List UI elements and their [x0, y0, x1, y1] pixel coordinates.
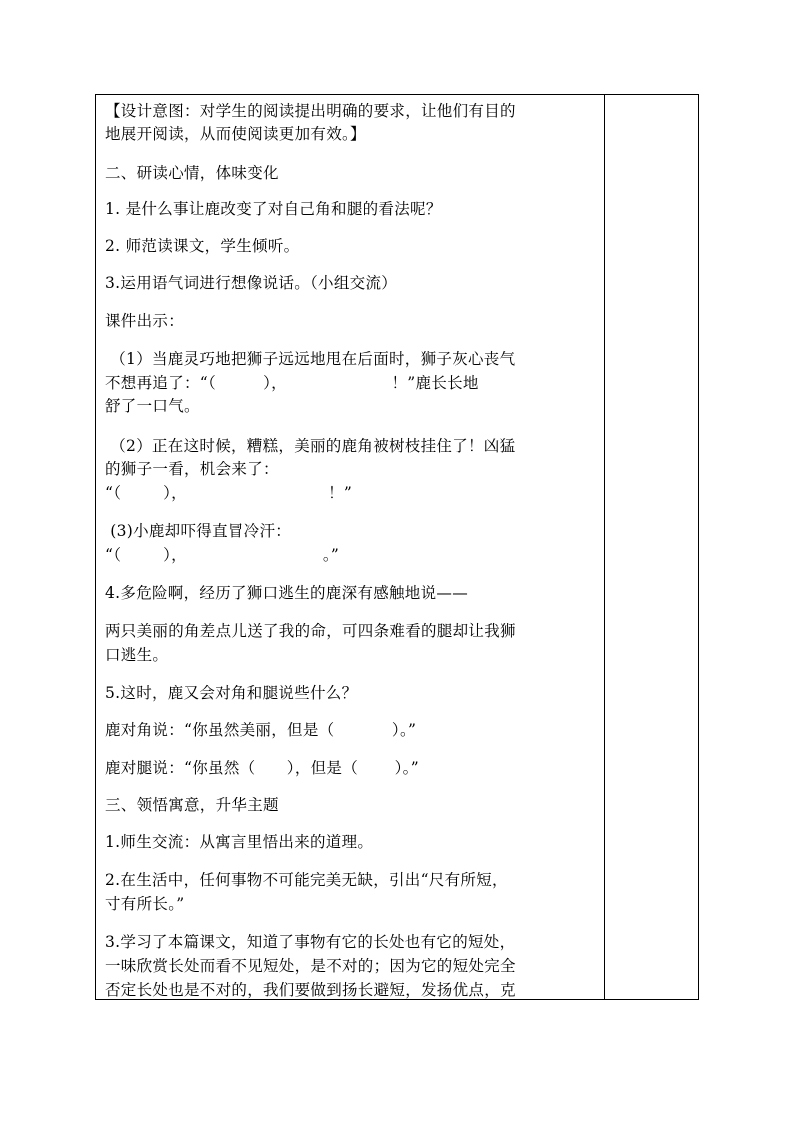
text-line: 的狮子一看，机会来了： [105, 460, 279, 478]
text-line: 三、领悟寓意，升华主题 [105, 796, 279, 814]
text-line: 【设计意图：对学生的阅读提出明确的要求，让他们有目的 [105, 102, 516, 120]
text-line: 寸有所长。” [105, 895, 185, 913]
text-line: (3)小鹿却吓得直冒冷汗： [105, 522, 292, 540]
text-line: 5.这时，鹿又会对角和腿说些什么？ [105, 684, 358, 702]
text-line: 地展开阅读，从而使阅读更加有效。】 [105, 125, 366, 143]
text-line: 鹿对腿说：“你虽然（ ），但是（ ）。” [105, 759, 419, 777]
text-line: 一味欣赏长处而看不见短处，是不对的；因为它的短处完全 [105, 957, 516, 975]
text-line: （2）正在这时候，糟糕，美丽的鹿角被树枝挂住了！凶猛 [105, 437, 516, 455]
text-line: 2. 师范读课文，学生倾听。 [105, 237, 300, 255]
column-divider [604, 95, 605, 999]
text-line: 3.学习了本篇课文，知道了事物有它的长处也有它的短处， [105, 933, 516, 951]
text-line: 鹿对角说：“你虽然美丽，但是（ ）。” [105, 721, 417, 739]
text-line: （1）当鹿灵巧地把狮子远远地甩在后面时，狮子灰心丧气 [105, 350, 516, 368]
text-line: 4.多危险啊，经历了狮口逃生的鹿深有感触地说—— [105, 584, 468, 602]
text-line: 课件出示： [105, 312, 185, 330]
text-line: 否定长处也是不对的，我们要做到扬长避短，发扬优点，克 [105, 981, 516, 999]
text-line: 3.运用语气词进行想像说话。（小组交流） [105, 274, 398, 292]
text-line: 两只美丽的角差点儿送了我的命，可四条难看的腿却让我狮 [105, 622, 516, 640]
text-line: 2.在生活中，任何事物不可能完美无缺，引出“尺有所短， [105, 871, 508, 889]
text-line: 舒了一口气。 [105, 397, 200, 415]
lesson-plan-table [95, 94, 699, 1000]
text-line: “（ ）， 。” [105, 546, 340, 564]
text-line: 口逃生。 [105, 646, 169, 664]
lesson-content-cell [96, 95, 604, 999]
text-line: “（ ）， ！” [105, 484, 353, 502]
text-line: 1. 是什么事让鹿改变了对自己角和腿的看法呢？ [105, 200, 442, 218]
text-line: 1.师生交流：从寓言里悟出来的道理。 [105, 833, 374, 851]
text-line: 二、研读心情，体味变化 [105, 164, 279, 182]
text-line: 不想再追了：“（ ）， ！”鹿长长地 [105, 374, 479, 392]
